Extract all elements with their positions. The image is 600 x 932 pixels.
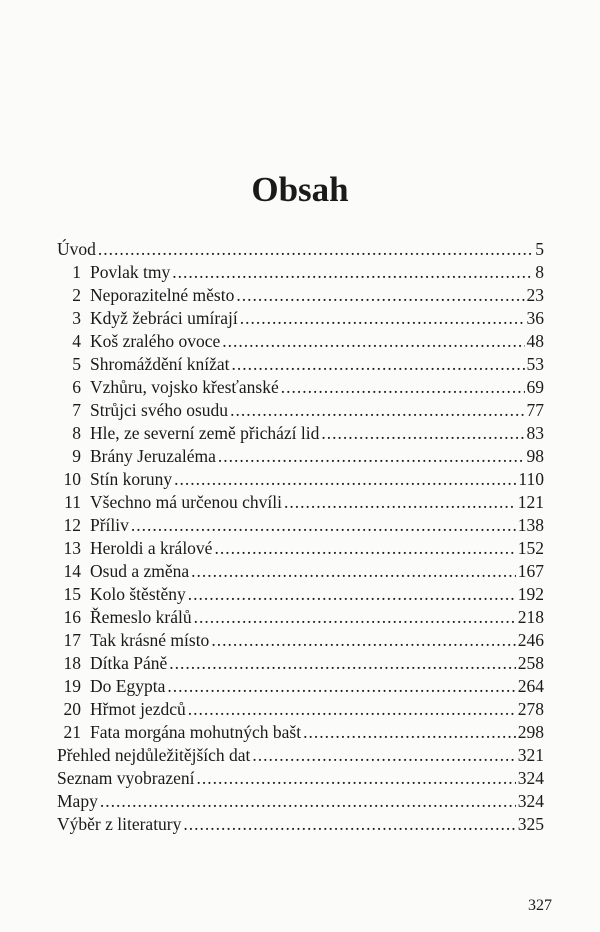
dot-leader: [188, 698, 516, 721]
entry-page: 321: [517, 745, 544, 765]
chapter-number: 20: [63, 699, 81, 719]
dot-leader: [100, 790, 516, 813]
dot-leader: [98, 238, 533, 261]
chapter-number: 1: [72, 262, 81, 282]
dot-leader: [169, 652, 515, 675]
entry-page: 53: [526, 354, 544, 374]
chapter-number: 11: [64, 492, 81, 512]
toc-entry: [57, 353, 544, 376]
entry-title: Koš zralého ovoce: [90, 331, 221, 351]
table-of-contents: [57, 238, 544, 836]
entry-title: Úvod: [57, 239, 96, 259]
dot-leader: [191, 560, 516, 583]
entry-page: 152: [517, 538, 544, 558]
dot-leader: [230, 399, 524, 422]
entry-title: Do Egypta: [90, 676, 166, 696]
page-number: 327: [528, 897, 552, 914]
dot-leader: [222, 330, 524, 353]
chapter-number: 7: [72, 400, 81, 420]
toc-entry: [57, 767, 544, 790]
dot-leader: [167, 675, 515, 698]
toc-entry: [57, 790, 544, 813]
chapter-number: 5: [72, 354, 81, 374]
toc-entry: [57, 491, 544, 514]
chapter-number: 9: [72, 446, 81, 466]
toc-entry: [57, 744, 544, 767]
entry-page: 246: [517, 630, 544, 650]
entry-page: 258: [517, 653, 544, 673]
toc-entry: [57, 560, 544, 583]
dot-leader: [131, 514, 516, 537]
chapter-number: 12: [63, 515, 81, 535]
chapter-number: 19: [63, 676, 81, 696]
entry-page: 138: [517, 515, 544, 535]
chapter-number: 3: [72, 308, 81, 328]
dot-leader: [284, 491, 516, 514]
entry-title: Přehled nejdůležitějších dat: [57, 745, 251, 765]
toc-entry: [57, 514, 544, 537]
entry-title: Hřmot jezdců: [90, 699, 186, 719]
entry-title: Tak krásné místo: [90, 630, 210, 650]
entry-page: 121: [517, 492, 544, 512]
toc-entry: [57, 537, 544, 560]
page-title: Obsah: [251, 170, 349, 209]
toc-entry: [57, 261, 544, 284]
entry-title: Brány Jeruzaléma: [90, 446, 216, 466]
toc-entry: [57, 652, 544, 675]
entry-title: Heroldi a králové: [90, 538, 213, 558]
dot-leader: [218, 445, 525, 468]
entry-title: Řemeslo králů: [90, 607, 192, 627]
entry-page: 48: [526, 331, 544, 351]
dot-leader: [252, 744, 515, 767]
entry-title: Mapy: [57, 791, 98, 811]
dot-leader: [172, 261, 533, 284]
entry-title: Příliv: [90, 515, 129, 535]
toc-entry: [57, 583, 544, 606]
chapter-number: 2: [72, 285, 81, 305]
dot-leader: [194, 606, 516, 629]
entry-title: Seznam vyobrazení: [57, 768, 195, 788]
toc-entry: [57, 629, 544, 652]
toc-entry: [57, 468, 544, 491]
chapter-number: 21: [63, 722, 81, 742]
dot-leader: [197, 767, 516, 790]
chapter-number: 6: [72, 377, 81, 397]
dot-leader: [183, 813, 515, 836]
entry-page: 324: [517, 768, 544, 788]
chapter-number: 4: [72, 331, 81, 351]
chapter-number: 16: [63, 607, 81, 627]
chapter-number: 8: [72, 423, 81, 443]
dot-leader: [174, 468, 516, 491]
toc-entry: [57, 606, 544, 629]
entry-page: 192: [517, 584, 544, 604]
chapter-number: 18: [63, 653, 81, 673]
toc-entry: [57, 698, 544, 721]
entry-page: 324: [517, 791, 544, 811]
entry-page: 218: [517, 607, 544, 627]
entry-page: 264: [517, 676, 544, 696]
entry-title: Výběr z literatury: [57, 814, 182, 834]
toc-entry: [57, 721, 544, 744]
entry-page: 8: [535, 262, 544, 282]
entry-page: 298: [517, 722, 544, 742]
toc-entry: [57, 238, 544, 261]
dot-leader: [231, 353, 524, 376]
chapter-number: 17: [63, 630, 81, 650]
entry-title: Všechno má určenou chvíli: [90, 492, 282, 512]
dot-leader: [214, 537, 515, 560]
chapter-number: 10: [63, 469, 81, 489]
entry-page: 23: [526, 285, 544, 305]
entry-title: Hle, ze severní země přichází lid: [90, 423, 320, 443]
toc-entry: [57, 445, 544, 468]
dot-leader: [188, 583, 516, 606]
entry-title: Když žebráci umírají: [90, 308, 238, 328]
entry-page: 325: [517, 814, 544, 834]
chapter-number: 15: [63, 584, 81, 604]
entry-title: Stín koruny: [90, 469, 173, 489]
entry-title: Dítka Páně: [90, 653, 168, 673]
entry-page: 77: [526, 400, 544, 420]
entry-title: Fata morgána mohutných bašt: [90, 722, 302, 742]
chapter-number: 13: [63, 538, 81, 558]
toc-entry: [57, 399, 544, 422]
entry-title: Kolo štěstěny: [90, 584, 186, 604]
toc-entry: [57, 284, 544, 307]
toc-entry: [57, 422, 544, 445]
dot-leader: [321, 422, 524, 445]
toc-entry: [57, 330, 544, 353]
toc-entry: [57, 675, 544, 698]
entry-page: 83: [526, 423, 544, 443]
entry-page: 98: [526, 446, 544, 466]
entry-page: 69: [526, 377, 544, 397]
entry-page: 110: [518, 469, 544, 489]
entry-title: Vzhůru, vojsko křesťanské: [90, 377, 279, 397]
dot-leader: [281, 376, 525, 399]
entry-title: Neporazitelné město: [90, 285, 235, 305]
toc-entry: [57, 813, 544, 836]
toc-entry: [57, 376, 544, 399]
entry-page: 5: [535, 239, 544, 259]
dot-leader: [240, 307, 525, 330]
dot-leader: [211, 629, 515, 652]
dot-leader: [303, 721, 516, 744]
dot-leader: [236, 284, 524, 307]
entry-title: Shromáždění knížat: [90, 354, 230, 374]
entry-title: Povlak tmy: [90, 262, 171, 282]
entry-title: Strůjci svého osudu: [90, 400, 229, 420]
entry-page: 278: [517, 699, 544, 719]
entry-page: 167: [517, 561, 544, 581]
entry-title: Osud a změna: [90, 561, 190, 581]
toc-entry: [57, 307, 544, 330]
chapter-number: 14: [63, 561, 81, 581]
entry-page: 36: [526, 308, 544, 328]
